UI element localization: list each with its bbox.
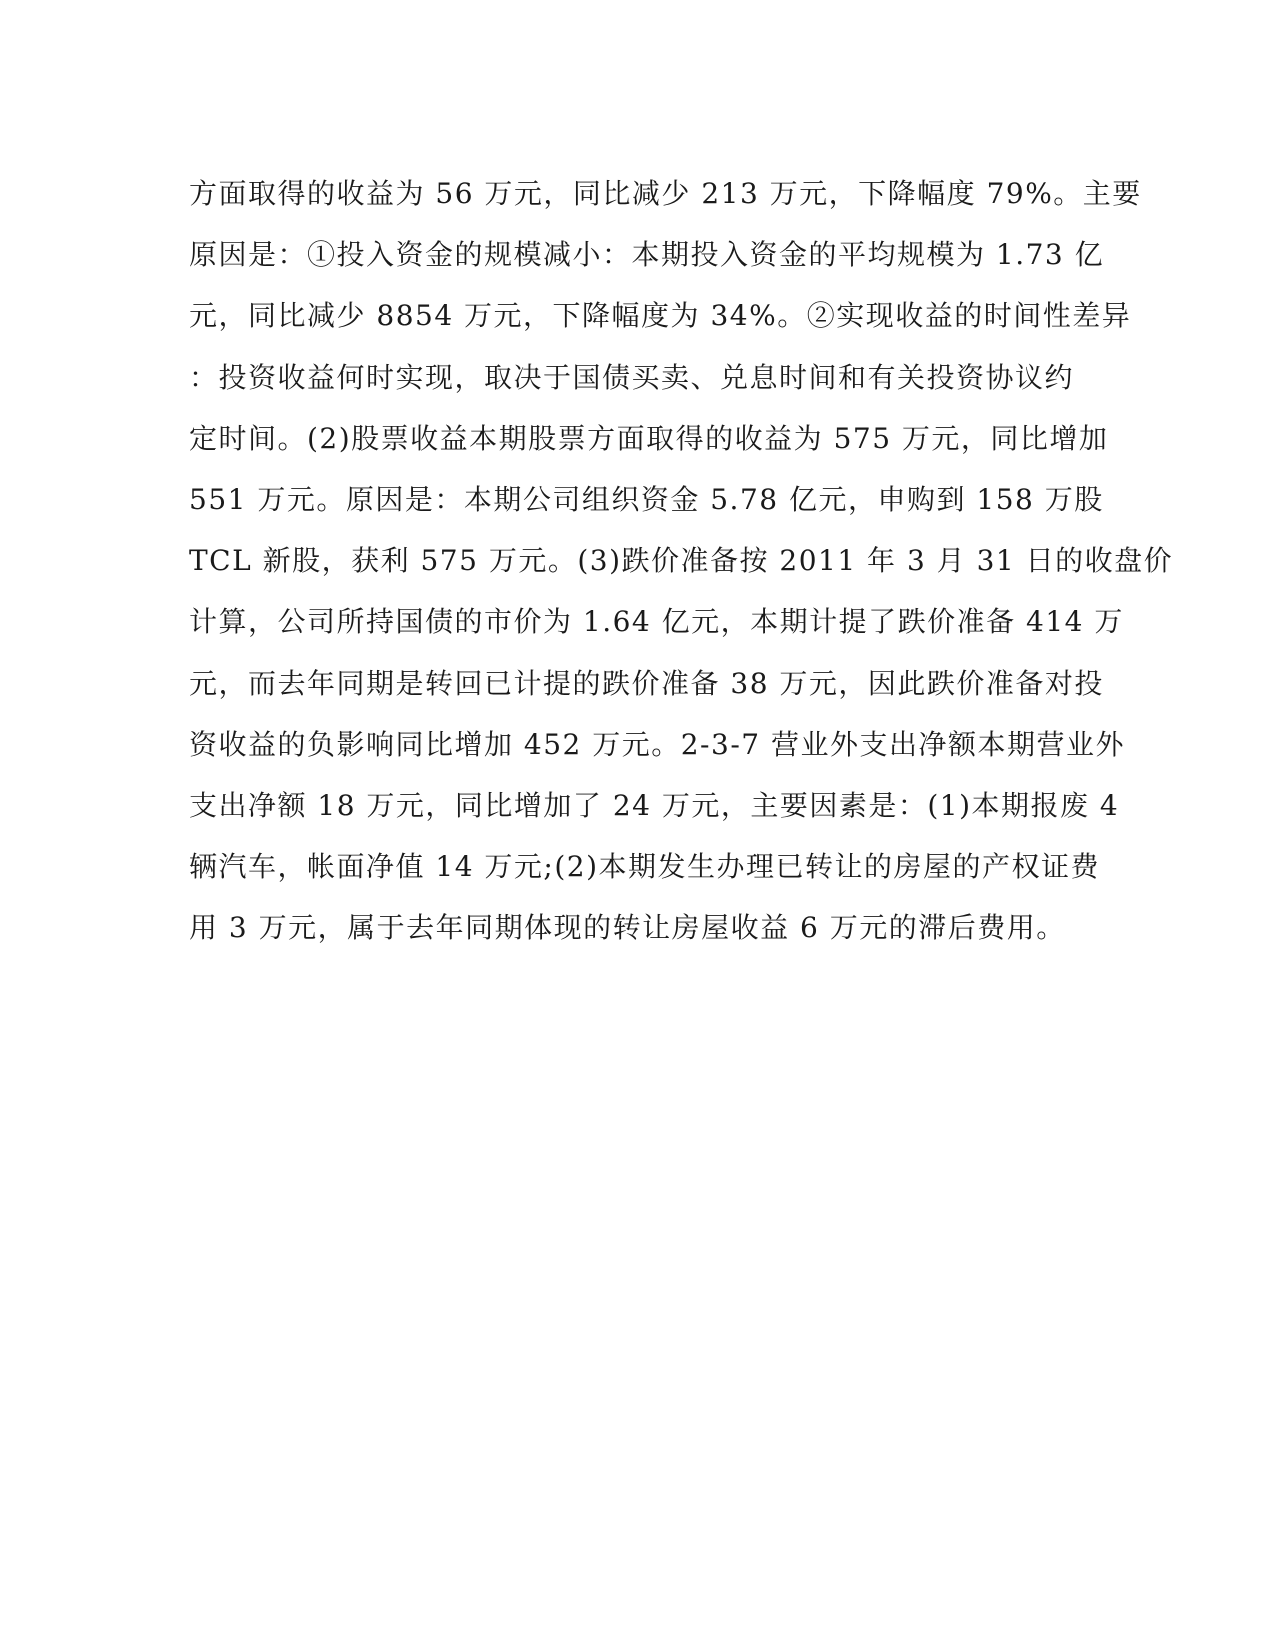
text-line: 计算，公司所持国债的市价为 1.64 亿元，本期计提了跌价准备 414 万 <box>189 605 1124 639</box>
text-line: 方面取得的收益为 56 万元，同比减少 213 万元，下降幅度 79%。主要 <box>189 177 1142 210</box>
text-line: 资收益的负影响同比增加 452 万元。2-3-7 营业外支出净额本期营业外 <box>189 727 1126 761</box>
text-line: 原因是：①投入资金的规模减小：本期投入资金的平均规模为 1.73 亿 <box>189 238 1105 272</box>
text-line: 元，同比减少 8854 万元，下降幅度为 34%。②实现收益的时间性差异 <box>189 299 1132 333</box>
text-line: 辆汽车，帐面净值 14 万元;(2)本期发生办理已转让的房屋的产权证费 <box>189 850 1101 884</box>
text-line: 定时间。(2)股票收益本期股票方面取得的收益为 575 万元，同比增加 <box>189 421 1109 455</box>
text-line: 元，而去年同期是转回已计提的跌价准备 38 万元，因此跌价准备对投 <box>189 666 1104 700</box>
text-line: ：投资收益何时实现，取决于国债买卖、兑息时间和有关投资协议约 <box>189 360 1075 394</box>
text-line: 支出净额 18 万元，同比增加了 24 万元，主要因素是：(1)本期报废 4 <box>189 788 1120 822</box>
text-line: TCL 新股，获利 575 万元。(3)跌价准备按 2011 年 3 月 31 日的收盘价 <box>189 544 1174 578</box>
text-line: 551 万元。原因是：本期公司组织资金 5.78 亿元，申购到 158 万股 <box>189 482 1104 516</box>
body-paragraph <box>189 163 1174 958</box>
text-line: 用 3 万元，属于去年同期体现的转让房屋收益 6 万元的滞后费用。 <box>189 911 1066 945</box>
